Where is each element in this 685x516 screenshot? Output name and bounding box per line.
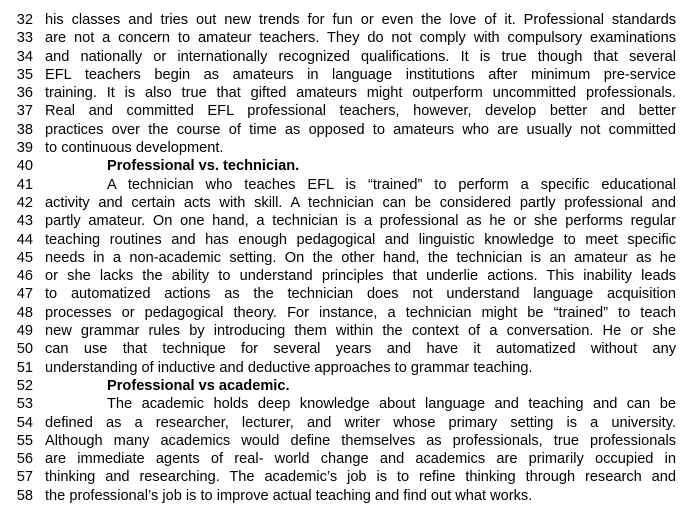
section-heading: Professional vs academic. bbox=[107, 377, 290, 394]
line-number: 36 bbox=[16, 85, 33, 102]
line-number: 41 bbox=[16, 176, 33, 193]
text-line-42 bbox=[6, 194, 676, 212]
line-number: 58 bbox=[16, 487, 33, 504]
line-number: 37 bbox=[16, 103, 33, 120]
text-line-32 bbox=[6, 11, 676, 29]
text-line-56 bbox=[6, 450, 676, 468]
text-line-46 bbox=[6, 267, 676, 285]
text-line-44 bbox=[6, 231, 676, 249]
line-text: and nationally or internationally recognized qualifications. It is true though that several bbox=[45, 48, 676, 65]
text-line-41 bbox=[6, 176, 676, 194]
line-text: to automatized actions as the technician does not understand language acquisition bbox=[45, 286, 676, 303]
line-number: 49 bbox=[16, 323, 33, 340]
line-number: 56 bbox=[16, 451, 33, 468]
line-text: the professional’s job is to improve actual teaching and find out what works. bbox=[45, 487, 533, 504]
line-text: practices over the course of time as opposed to amateurs who are usually not committed bbox=[45, 121, 676, 138]
line-text: thinking and researching. The academic’s job is to refine thinking through research and bbox=[45, 469, 676, 486]
line-text: activity and certain acts with skill. A technician can be considered partly professional and bbox=[45, 194, 676, 211]
line-number: 44 bbox=[16, 231, 33, 248]
text-line-37 bbox=[6, 102, 676, 120]
text-line-48 bbox=[6, 304, 676, 322]
text-line-51 bbox=[6, 359, 676, 377]
line-number: 46 bbox=[16, 268, 33, 285]
line-text: partly amateur. On one hand, a technician is a professional as he or she performs regular bbox=[45, 213, 676, 230]
line-number: 40 bbox=[16, 158, 33, 175]
line-number: 32 bbox=[16, 12, 33, 28]
line-number: 47 bbox=[16, 286, 33, 303]
text-line-58 bbox=[6, 487, 676, 505]
text-line-40 bbox=[6, 157, 676, 175]
line-number: 50 bbox=[16, 341, 33, 358]
text-line-36 bbox=[6, 84, 676, 102]
line-number: 35 bbox=[16, 66, 33, 83]
line-number: 45 bbox=[16, 249, 33, 266]
text-line-33 bbox=[6, 29, 676, 47]
line-text: A technician who teaches EFL is “trained” to perform a specific educational bbox=[107, 176, 676, 193]
line-text: are not a concern to amateur teachers. They do not comply with compulsory examinations bbox=[45, 30, 676, 47]
line-text: defined as a researcher, lecturer, and writer whose primary setting is a university. bbox=[45, 414, 676, 431]
line-text: are immediate agents of real- world change and academics are primarily occupied in bbox=[45, 451, 676, 468]
line-text: training. It is also true that gifted amateurs might outperform uncommitted professionals. bbox=[45, 85, 676, 102]
line-number: 51 bbox=[16, 359, 33, 376]
line-number: 39 bbox=[16, 140, 33, 157]
line-text: can use that technique for several years and have it automatized without any bbox=[45, 341, 676, 358]
section-heading: Professional vs. technician. bbox=[107, 158, 300, 175]
line-text: needs in a non-academic setting. On the other hand, the technician is an amateur as he bbox=[45, 249, 676, 266]
line-number: 42 bbox=[16, 194, 33, 211]
line-text: teaching routines and has enough pedagogical and linguistic knowledge to meet specific bbox=[45, 231, 676, 248]
line-number: 57 bbox=[16, 469, 33, 486]
line-number: 48 bbox=[16, 304, 33, 321]
line-text: The academic holds deep knowledge about language and teaching and can be bbox=[107, 396, 676, 413]
text-line-52 bbox=[6, 377, 676, 395]
text-line-54 bbox=[6, 414, 676, 432]
text-line-47 bbox=[6, 285, 676, 303]
line-text: or she lacks the ability to understand principles that underlie actions. This inability leads bbox=[45, 268, 676, 285]
line-number: 54 bbox=[16, 414, 33, 431]
text-line-55 bbox=[6, 432, 676, 450]
text-line-43 bbox=[6, 212, 676, 230]
text-line-38 bbox=[6, 121, 676, 139]
line-text: to continuous development. bbox=[45, 140, 224, 157]
text-line-45 bbox=[6, 249, 676, 267]
text-line-35 bbox=[6, 66, 676, 84]
line-text: processes or pedagogical theory. For instance, a technician might be “trained” to teach bbox=[45, 304, 676, 321]
text-line-50 bbox=[6, 340, 676, 358]
text-line-53 bbox=[6, 395, 676, 413]
text-line-34 bbox=[6, 48, 676, 66]
line-text: EFL teachers begin as amateurs in language institutions after minimum pre-service bbox=[45, 66, 676, 83]
text-line-49 bbox=[6, 322, 676, 340]
line-text: new grammar rules by introducing them within the context of a conversation. He or she bbox=[45, 323, 676, 340]
line-number: 34 bbox=[16, 48, 33, 65]
line-number: 38 bbox=[16, 121, 33, 138]
line-text: his classes and tries out new trends for fun or even the love of it. Professional standards bbox=[45, 12, 676, 28]
line-number: 33 bbox=[16, 30, 33, 47]
line-number: 53 bbox=[16, 396, 33, 413]
line-number: 43 bbox=[16, 213, 33, 230]
line-text: Although many academics would define themselves as professionals, true professionals bbox=[45, 432, 676, 449]
document-page bbox=[6, 11, 676, 505]
line-number: 55 bbox=[16, 432, 33, 449]
text-line-39 bbox=[6, 139, 676, 157]
text-line-57 bbox=[6, 468, 676, 486]
line-text: Real and committed EFL professional teachers, however, develop better and better bbox=[45, 103, 676, 120]
line-text: understanding of inductive and deductive approaches to grammar teaching. bbox=[45, 359, 533, 376]
line-number: 52 bbox=[16, 377, 33, 394]
